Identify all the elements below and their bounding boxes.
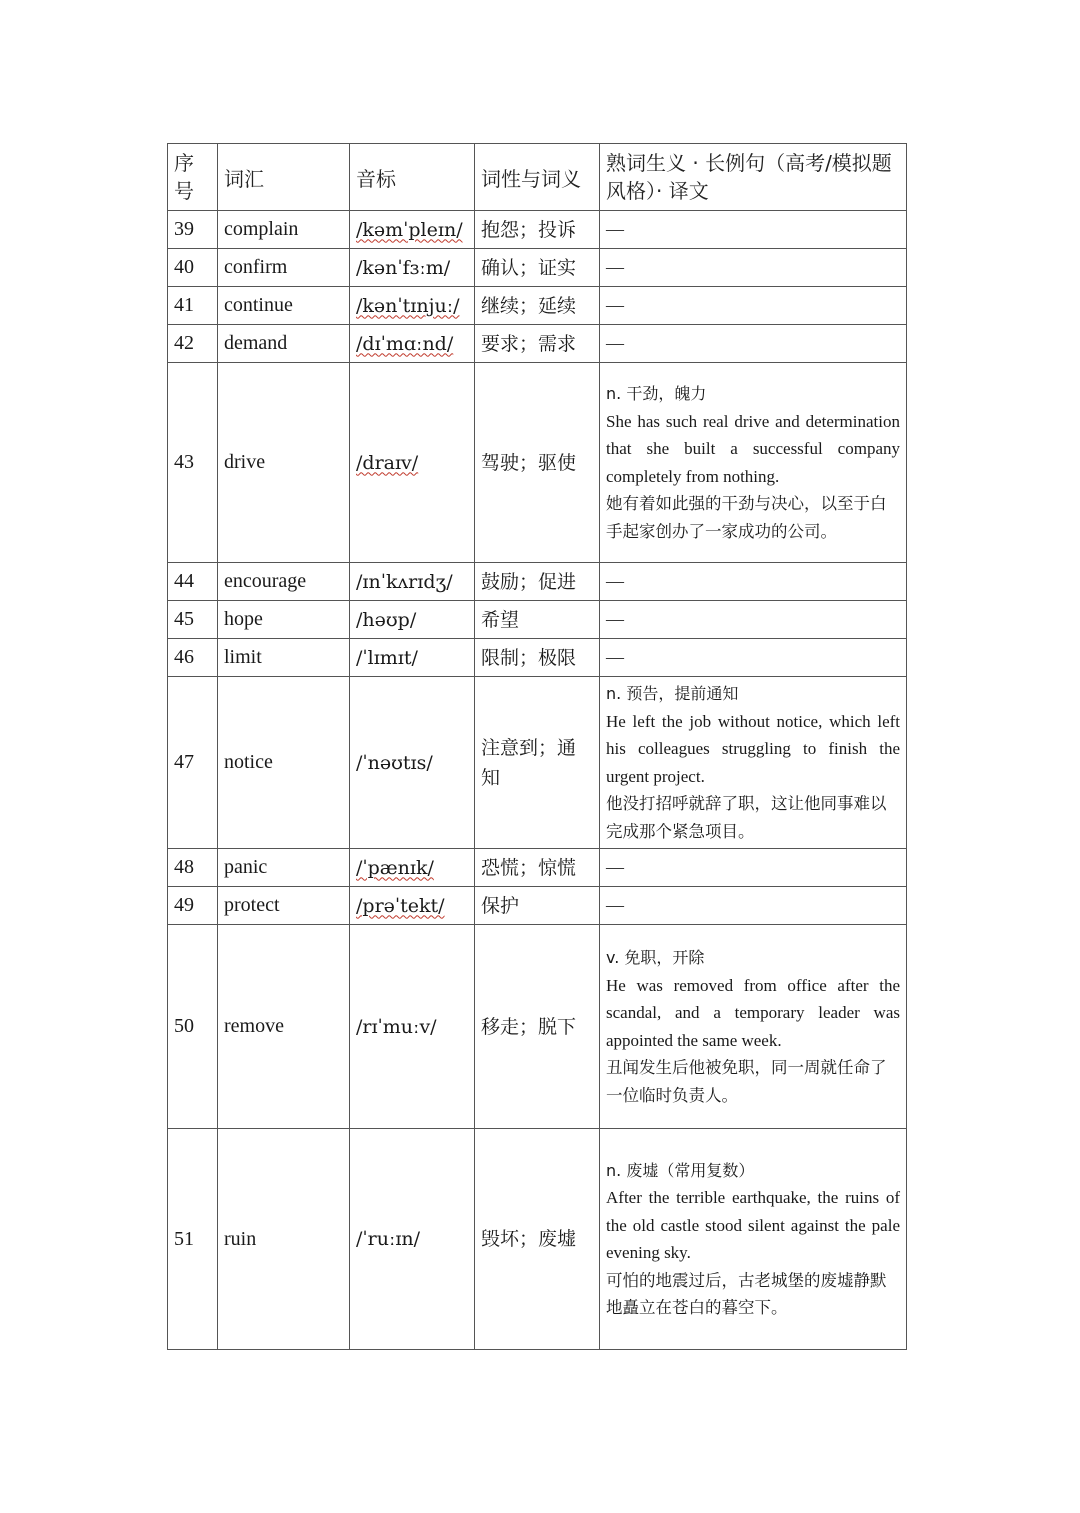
example-pos: n. 预告，提前通知 [606, 684, 739, 703]
empty-dash: — [606, 894, 624, 915]
empty-dash: — [606, 570, 624, 591]
example-translation: 可怕的地震过后，古老城堡的废墟静默地矗立在苍白的暮空下。 [606, 1270, 887, 1317]
row-number: 44 [168, 563, 218, 601]
ipa-text: /draɪv/ [356, 451, 419, 474]
empty-dash: — [606, 332, 624, 353]
row-example [600, 363, 907, 563]
row-ipa [350, 325, 475, 363]
row-ipa [350, 677, 475, 849]
empty-dash: — [606, 218, 624, 239]
row-ipa [350, 887, 475, 925]
table-row [168, 677, 907, 849]
table-row [168, 211, 907, 249]
ipa-text: /kənˈfɜːm/ [356, 256, 451, 279]
row-meaning: 抱怨；投诉 [475, 211, 600, 249]
row-ipa [350, 363, 475, 563]
ipa-text: /həʊp/ [356, 608, 417, 631]
row-ipa [350, 1129, 475, 1350]
row-word: notice [218, 677, 350, 849]
row-ipa [350, 925, 475, 1129]
row-example [600, 887, 907, 925]
example-sentence: He was removed from office after the scandal, and a temporary leader was appointed the same week. [606, 975, 900, 1050]
table-row [168, 849, 907, 887]
row-example [600, 639, 907, 677]
row-example [600, 849, 907, 887]
row-word: confirm [218, 249, 350, 287]
empty-dash: — [606, 608, 624, 629]
row-meaning: 继续；延续 [475, 287, 600, 325]
row-word: protect [218, 887, 350, 925]
row-meaning: 要求；需求 [475, 325, 600, 363]
row-number: 40 [168, 249, 218, 287]
row-meaning: 限制；极限 [475, 639, 600, 677]
row-ipa [350, 563, 475, 601]
row-meaning: 保护 [475, 887, 600, 925]
row-example [600, 925, 907, 1129]
row-ipa [350, 601, 475, 639]
example-sentence: He left the job without notice, which left his colleagues struggling to finish the urgent project. [606, 711, 900, 786]
row-number: 39 [168, 211, 218, 249]
row-number: 43 [168, 363, 218, 563]
row-number: 42 [168, 325, 218, 363]
row-meaning: 驾驶；驱使 [475, 363, 600, 563]
ipa-text: /ˈlɪmɪt/ [356, 646, 418, 669]
example-pos: v. 免职，开除 [606, 948, 705, 967]
row-example [600, 563, 907, 601]
row-meaning: 确认；证实 [475, 249, 600, 287]
table-row [168, 601, 907, 639]
row-meaning: 移走；脱下 [475, 925, 600, 1129]
row-ipa [350, 287, 475, 325]
ipa-text: /ˈnəʊtɪs/ [356, 751, 433, 774]
row-example [600, 601, 907, 639]
example-translation: 他没打招呼就辞了职，这让他同事难以完成那个紧急项目。 [606, 794, 887, 841]
row-word: remove [218, 925, 350, 1129]
row-word: continue [218, 287, 350, 325]
ipa-text: /ˈruːɪn/ [356, 1228, 421, 1250]
row-number: 48 [168, 849, 218, 887]
row-word: encourage [218, 563, 350, 601]
example-translation: 她有着如此强的干劲与决心，以至于白手起家创办了一家成功的公司。 [606, 494, 887, 541]
ipa-text: /ɪnˈkʌrɪdʒ/ [356, 570, 453, 593]
table-row [168, 639, 907, 677]
row-example [600, 249, 907, 287]
row-ipa [350, 639, 475, 677]
table-row [168, 925, 907, 1129]
row-word: panic [218, 849, 350, 887]
row-example [600, 325, 907, 363]
ipa-text: /kəmˈpleɪn/ [356, 218, 463, 241]
row-meaning: 鼓励；促进 [475, 563, 600, 601]
header-meaning: 词性与词义 [475, 144, 600, 211]
row-number: 47 [168, 677, 218, 849]
table-row [168, 563, 907, 601]
empty-dash: — [606, 256, 624, 277]
row-meaning: 注意到；通知 [475, 677, 600, 849]
row-meaning: 毁坏；废墟 [475, 1129, 600, 1350]
empty-dash: — [606, 856, 624, 877]
example-sentence: After the terrible earthquake, the ruins of the old castle stood silent against the pale evening sky. [606, 1188, 900, 1262]
header-word: 词汇 [218, 144, 350, 211]
table-row [168, 287, 907, 325]
example-pos: n. 干劲，魄力 [606, 384, 707, 403]
empty-dash: — [606, 294, 624, 315]
row-example [600, 211, 907, 249]
table-row [168, 249, 907, 287]
table-row [168, 363, 907, 563]
header-ipa: 音标 [350, 144, 475, 211]
row-word: limit [218, 639, 350, 677]
row-ipa [350, 211, 475, 249]
row-meaning: 恐慌；惊慌 [475, 849, 600, 887]
ipa-text: /rɪˈmuːv/ [356, 1015, 437, 1038]
row-meaning: 希望 [475, 601, 600, 639]
table-row [168, 887, 907, 925]
header-row [168, 144, 907, 211]
row-number: 41 [168, 287, 218, 325]
header-example: 熟词生义 · 长例句（高考/模拟题风格）· 译文 [600, 144, 907, 211]
row-word: drive [218, 363, 350, 563]
row-number: 50 [168, 925, 218, 1129]
row-number: 46 [168, 639, 218, 677]
header-number: 序号 [168, 144, 218, 211]
table-row [168, 1129, 907, 1350]
empty-dash: — [606, 646, 624, 667]
ipa-text: /kənˈtɪnjuː/ [356, 294, 460, 317]
ipa-text: /prəˈtekt/ [356, 894, 445, 917]
row-word: complain [218, 211, 350, 249]
example-pos: n. 废墟（常用复数） [606, 1160, 755, 1180]
table-row [168, 325, 907, 363]
row-number: 45 [168, 601, 218, 639]
ipa-text: /ˈpænɪk/ [356, 856, 434, 879]
ipa-text: /dɪˈmɑːnd/ [356, 332, 454, 355]
row-example [600, 287, 907, 325]
row-ipa [350, 249, 475, 287]
row-example [600, 1129, 907, 1350]
row-number: 49 [168, 887, 218, 925]
vocabulary-table [167, 143, 907, 1350]
row-word: ruin [218, 1129, 350, 1350]
example-sentence: She has such real drive and determination that she built a successful company completely from nothing. [606, 411, 900, 486]
row-number: 51 [168, 1129, 218, 1350]
row-ipa [350, 849, 475, 887]
row-example [600, 677, 907, 849]
row-word: demand [218, 325, 350, 363]
row-word: hope [218, 601, 350, 639]
example-translation: 丑闻发生后他被免职，同一周就任命了一位临时负责人。 [606, 1058, 887, 1105]
